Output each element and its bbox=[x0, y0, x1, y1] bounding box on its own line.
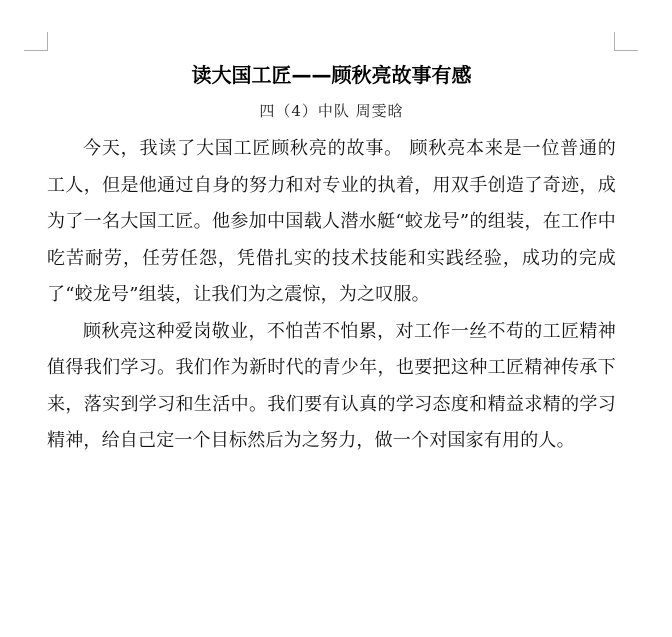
crop-mark-top-left bbox=[24, 32, 48, 51]
document-body bbox=[47, 58, 616, 460]
paragraph-1: 今天，我读了大国工匠顾秋亮的故事。 顾秋亮本来是一位普通的工人，但是他通过自身的努力和对专业的执着，用双手创造了奇迹，成为了一名大国工匠。他参加中国载人潜水艇“蛟龙号”的组装，在工作中吃苦耐劳，任劳任怨，凭借扎实的技术技能和实践经验，成功的完成了“蛟龙号”组装，让我们为之震惊，为之叹服。 bbox=[47, 138, 616, 305]
crop-mark-top-right bbox=[614, 32, 638, 51]
paragraph-2: 顾秋亮这种爱岗敬业，不怕苦不怕累，对工作一丝不苟的工匠精神值得我们学习。我们作为新时代的青少年，也要把这种工匠精神传承下来，落实到学习和生活中。我们要有认真的学习态度和精益求精的学习精神，给自己定一个目标然后为之努力，做一个对国家有用的人。 bbox=[47, 320, 616, 451]
author-line: 四（4）中队 周雯晗 bbox=[259, 102, 404, 120]
document-title: 读大国工匠——顾秋亮故事有感 bbox=[191, 63, 472, 87]
